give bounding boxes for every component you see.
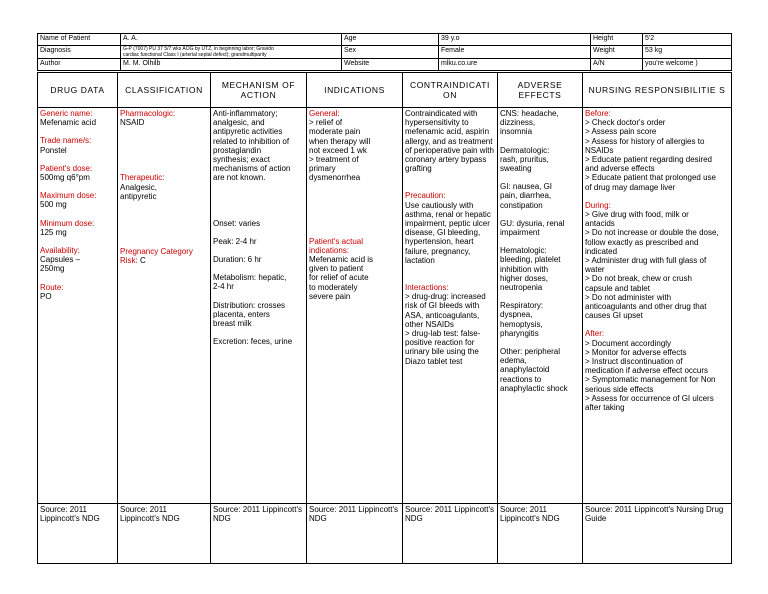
content-row (38, 108, 732, 504)
weight-value: 53 kg (643, 46, 732, 59)
contra-line: Contraindicated with (405, 109, 478, 118)
header-row (38, 73, 732, 108)
generic-name-label: Generic name: (40, 109, 93, 118)
other-line: Other: peripheral (500, 347, 561, 357)
spacer (405, 173, 495, 191)
trade-name-value: Ponstel (40, 145, 67, 155)
derm-line: sweating (500, 164, 532, 174)
gi-line: pain, diarrhea, (500, 191, 552, 201)
spacer (500, 173, 580, 182)
hema-line: neutropenia (500, 283, 543, 293)
availability-value: 250mg (40, 264, 65, 274)
gu-line: impairment (500, 228, 540, 238)
during-label: During: (585, 200, 611, 210)
general-line: moderate pain (309, 127, 361, 137)
sex-label: Sex (342, 46, 439, 59)
diagnosis-line: cardiac functional Class I (arterial septal defect); grandmultiparity (123, 52, 267, 58)
diagnosis-line: G-P (7007) PU 37 5/7 wks AOG by UTZ, in beginning labor; Gravido (123, 46, 274, 52)
adverse-effects-cell (498, 108, 583, 504)
during-line: antacids (585, 219, 615, 229)
author-label: Author (38, 59, 121, 71)
source-cell: Source: 2011 Lippincott's Nursing Drug Guide (583, 504, 732, 564)
source-row (38, 504, 732, 564)
distribution: Distribution: crosses (213, 300, 286, 310)
general-label: General: (309, 109, 340, 118)
spacer (309, 183, 400, 237)
hema-line: inhibition with (500, 264, 549, 274)
cns-line: insomnia (500, 127, 533, 137)
patient-dose-label: Patient's dose: (40, 163, 93, 173)
peak: Peak: 2-4 hr (213, 236, 257, 246)
diagnosis-label: Diagnosis (38, 46, 121, 59)
sex-value: Female (439, 46, 591, 59)
excretion: Excretion: feces, urine (213, 337, 293, 347)
contra-line: allergy, and as treatment (405, 136, 493, 146)
contra-line: of perioperative pain with (405, 145, 494, 155)
spacer (500, 292, 580, 301)
risk-label: Risk: (120, 256, 138, 266)
spacer (500, 137, 580, 146)
before-line: of drug may damage liver (585, 182, 676, 192)
interactions-line: > drug-lab test: false- (405, 329, 481, 339)
header-mechanism: MECHANISM OF ACTION (211, 73, 307, 108)
author-value: M. M. Olhilb (121, 59, 342, 71)
resp-line: Respiratory: (500, 301, 544, 311)
interactions-label: Interactions: (405, 283, 449, 293)
derm-line: Dermatologic: (500, 145, 550, 155)
during-line: indicated (585, 246, 618, 256)
metabolism: Metabolism: hepatic, (213, 273, 287, 283)
therapeutic-value: Analgesic, (120, 182, 157, 192)
height-value: 5'2 (643, 34, 732, 46)
during-line: > Do not increase or double the dose, (585, 228, 719, 238)
route-label: Route: (40, 282, 64, 292)
patient-dose-value: 500mg q6°pm (40, 173, 90, 183)
interactions-line: Diazo tablet test (405, 356, 463, 366)
interactions-line: other NSAIDs (405, 319, 454, 329)
mechanism-line: analgesic, and (213, 118, 265, 128)
general-line: not exceed 1 wk (309, 145, 367, 155)
after-line: serious side effects (585, 384, 654, 394)
gu-line: GU: dysuria, renal (500, 218, 565, 228)
max-dose-label: Maximum dose: (40, 191, 97, 201)
precaution-line: lactation (405, 255, 435, 265)
availability-value: Capsules – (40, 255, 81, 265)
resp-line: hemoptysis, (500, 319, 543, 329)
mechanism-line: related to inhibition of (213, 136, 290, 146)
website-value: mlku.co.ure (439, 59, 591, 71)
distribution: placenta, enters (213, 309, 270, 319)
name-value: A. A. (121, 34, 342, 46)
spacer (40, 210, 115, 219)
before-line: > Assess for history of allergies to (585, 136, 705, 146)
info-row (38, 59, 732, 71)
during-line: > Give drug with food, milk or (585, 210, 689, 220)
resp-line: dyspnea, (500, 310, 533, 320)
max-dose-value: 500 mg (40, 200, 67, 210)
interactions-line: urinary bile using the (405, 347, 479, 357)
source-cell: Source: 2011 Lippincott's NDG (118, 504, 211, 564)
before-line: NSAIDs (585, 145, 614, 155)
after-line: > Instruct discontinuation of (585, 357, 683, 367)
pharmacologic-label: Pharmacologic: (120, 109, 176, 118)
source-cell: Source: 2011 Lippincott's NDG (403, 504, 498, 564)
cns-line: CNS: headache, (500, 109, 559, 118)
drug-study-table (37, 72, 732, 564)
availability-label: Availability: (40, 246, 80, 256)
spacer (500, 338, 580, 347)
spacer (213, 264, 304, 273)
actual-indications-label: Patient's actual (309, 236, 364, 246)
min-dose-value: 125 mg (40, 227, 67, 237)
spacer (40, 182, 115, 191)
spacer (120, 201, 208, 247)
header-adverse-effects: ADVERSE EFFECTS (498, 73, 583, 108)
after-line: > Document accordingly (585, 338, 672, 348)
hema-line: higher doses, (500, 273, 549, 283)
risk-value: C (140, 256, 146, 266)
other-line: anaphylactic shock (500, 383, 568, 393)
precaution-line: failure, pregnancy, (405, 246, 471, 256)
actual-indications-label: indications: (309, 245, 350, 255)
actual-line: severe pain (309, 291, 351, 301)
contraindication-cell (403, 108, 498, 504)
risk-line (120, 256, 208, 265)
indications-cell (307, 108, 403, 504)
therapeutic-label: Therapeutic: (120, 173, 165, 183)
mechanism-cell (211, 108, 307, 504)
spacer (120, 127, 208, 173)
before-line: > Assess pain score (585, 127, 657, 137)
mechanism-line: antipyretic activities (213, 127, 283, 137)
spacer (213, 246, 304, 255)
spacer (500, 237, 580, 246)
source-cell: Source: 2011 Lippincott's NDG (38, 504, 118, 564)
spacer (40, 274, 115, 283)
header-indications: INDICATIONS (307, 73, 403, 108)
classification-cell (118, 108, 211, 504)
precaution-line: Use cautiously with (405, 200, 474, 210)
an-label: A/N (591, 59, 643, 71)
before-line: > Educate patient that prolonged use (585, 173, 716, 183)
spacer (213, 183, 304, 219)
contra-line: coronary artery bypass (405, 155, 487, 165)
contra-line: hypersensitivity to (405, 118, 469, 128)
during-line: water (585, 265, 605, 275)
precaution-line: hypertension, heart (405, 237, 474, 247)
general-line: > relief of (309, 118, 343, 128)
spacer (585, 320, 729, 329)
height-label: Height (591, 34, 643, 46)
spacer (40, 155, 115, 164)
hema-line: bleeding, platelet (500, 255, 561, 265)
onset: Onset: varies (213, 218, 261, 228)
interactions-line: positive reaction for (405, 338, 475, 348)
before-line: > Educate patient regarding desired (585, 155, 712, 165)
interactions-line: risk of GI bleeds with (405, 301, 480, 311)
generic-name-value: Mefenamic acid (40, 118, 97, 128)
spacer (500, 210, 580, 219)
after-line: > Symptomatic management for Non (585, 375, 716, 385)
diagnosis-value (121, 46, 342, 59)
spacer (585, 192, 729, 201)
actual-line: to moderately (309, 282, 358, 292)
actual-line: given to patient (309, 264, 364, 274)
cns-line: dizziness, (500, 118, 536, 128)
during-line: anticoagulants and other drug that (585, 302, 707, 312)
mechanism-line: synthesis; exact (213, 155, 270, 165)
general-line: when therapy will (309, 136, 371, 146)
after-line: after taking (585, 403, 625, 413)
spacer (213, 328, 304, 337)
during-line: causes GI upset (585, 311, 643, 321)
info-row (38, 46, 732, 59)
hema-line: Hematologic: (500, 246, 547, 256)
other-line: edema, (500, 356, 527, 366)
general-line: primary (309, 164, 336, 174)
mechanism-line: mechanisms of action (213, 164, 291, 174)
header-drug-data: DRUG DATA (38, 73, 118, 108)
source-cell: Source: 2011 Lippincott's NDG (307, 504, 403, 564)
interactions-line: > drug-drug: increased (405, 292, 486, 302)
an-value: you're welcome ) (643, 59, 732, 71)
after-line: medication if adverse effect occurs (585, 366, 709, 376)
precaution-line: asthma, renal or hepatic (405, 209, 491, 219)
source-cell: Source: 2011 Lippincott's NDG (211, 504, 307, 564)
resp-line: pharyngitis (500, 328, 539, 338)
during-line: > Administer drug with full glass of (585, 256, 707, 266)
weight-label: Weight (591, 46, 643, 59)
mechanism-line: are not known. (213, 173, 266, 183)
actual-line: Mefenamic acid is (309, 255, 374, 265)
actual-line: for relief of acute (309, 273, 369, 283)
pregnancy-category-label: Pregnancy Category (120, 247, 193, 257)
spacer (213, 228, 304, 237)
precaution-line: disease, GI bleeding, (405, 228, 481, 238)
age-value: 39 y.o (439, 34, 591, 46)
during-line: capsule and tablet (585, 283, 650, 293)
after-line: > Assess for occurrence of GI ulcers (585, 393, 714, 403)
derm-line: rash, pruritus, (500, 154, 549, 164)
therapeutic-value: antipyretic (120, 191, 157, 201)
after-line: > Monitor for adverse effects (585, 347, 687, 357)
precaution-label: Precaution: (405, 191, 446, 201)
spacer (40, 127, 115, 136)
other-line: anaphylactoid (500, 365, 550, 375)
precaution-line: impairment, peptic ulcer (405, 219, 490, 229)
gi-line: constipation (500, 200, 543, 210)
distribution: breast milk (213, 319, 252, 329)
interactions-line: ASA, anticoagulants, (405, 310, 480, 320)
during-line: > Do not break, chew or crush (585, 274, 692, 284)
before-line: > Check doctor's order (585, 118, 666, 128)
drug-data-cell (38, 108, 118, 504)
other-line: reactions to (500, 374, 542, 384)
during-line: > Do not administer with (585, 292, 672, 302)
age-label: Age (342, 34, 439, 46)
header-classification: CLASSIFICATION (118, 73, 211, 108)
before-label: Before: (585, 109, 611, 118)
general-line: dysmenorrhea (309, 173, 361, 183)
spacer (405, 265, 495, 283)
website-label: Website (342, 59, 439, 71)
nursing-cell (583, 108, 732, 504)
spacer (213, 292, 304, 301)
duration: Duration: 6 hr (213, 255, 262, 265)
after-label: After: (585, 329, 605, 339)
patient-info-table (37, 33, 732, 71)
min-dose-label: Minimum dose: (40, 218, 95, 228)
spacer (40, 237, 115, 246)
before-line: and adverse effects (585, 164, 655, 174)
pharmacologic-value: NSAID (120, 118, 145, 128)
info-row (38, 34, 732, 46)
route-value: PO (40, 291, 52, 301)
metabolism: 2-4 hr (213, 282, 234, 292)
trade-name-label: Trade name/s: (40, 136, 92, 146)
name-label: Name of Patient (38, 34, 121, 46)
header-nursing: NURSING RESPONSIBILITIE S (583, 73, 732, 108)
gi-line: GI: nausea, GI (500, 182, 553, 192)
during-line: follow exactly as prescribed and (585, 237, 699, 247)
mechanism-line: prostaglandin (213, 145, 262, 155)
header-contraindication: CONTRAINDICATI ON (403, 73, 498, 108)
source-cell: Source: 2011 Lippincott's NDG (498, 504, 583, 564)
contra-line: mefenamic acid, aspirin (405, 127, 490, 137)
contra-line: grafting (405, 164, 432, 174)
mechanism-line: Anti-inflammatory; (213, 109, 278, 118)
general-line: > treatment of (309, 155, 359, 165)
